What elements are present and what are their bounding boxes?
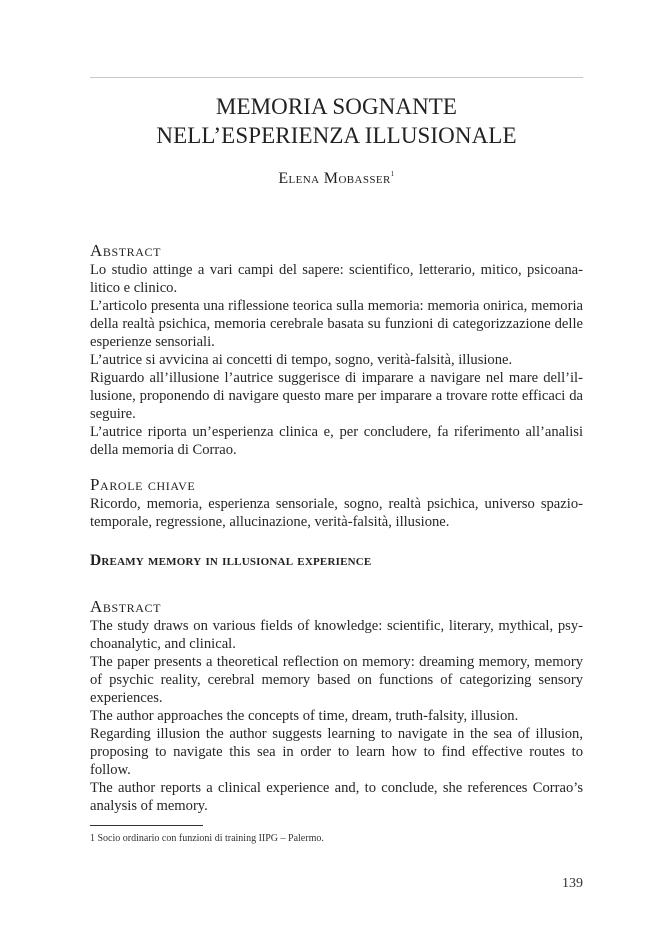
keywords-heading: Parole chiave <box>90 475 196 494</box>
abstract-en-section <box>90 597 583 815</box>
abstract-en-body <box>90 617 583 815</box>
english-title-section <box>90 551 583 571</box>
abstract-en-paragraph: The author reports a clinical experience and, to conclude, she references Corrao’s analysis of memory. <box>90 780 583 814</box>
abstract-it-paragraph: Riguardo all’illusione l’autrice suggerisce di imparare a navigare nel mare dell’illusione, proponendo di navigare questo mare per imparare a trovare rotte efficaci da seguire. <box>90 370 583 422</box>
abstract-it-paragraph: L’articolo presenta una riflessione teorica sulla memoria: memoria onirica, memoria della realtà psichica, memoria cerebrale basata su funzioni di categorizzazione delle esperienze sensoriali. <box>90 298 583 350</box>
abstract-it-body <box>90 261 583 459</box>
abstract-it-section <box>90 241 583 459</box>
abstract-it-paragraph: L’autrice si avvicina ai concetti di tempo, sogno, verità-falsità, illusione. <box>90 352 513 368</box>
footnote: 1 Socio ordinario con funzioni di training IIPG – Palermo. <box>90 833 324 844</box>
title-line-1: MEMORIA SOGNANTE <box>215 94 458 119</box>
abstract-en-paragraph: The paper presents a theoretical reflection on memory: dreaming memory, memory of psychic reality, cerebral memory based on functions of categorizing sensory experiences. <box>90 654 583 706</box>
abstract-en-paragraph: Regarding illusion the author suggests learning to navigate in the sea of illusion, proposing to navigate this sea in order to learn how to find effective routes to follow. <box>90 726 583 778</box>
abstract-en-paragraph: The study draws on various fields of knowledge: scientific, literary, mythical, psychoanalytic, and clinical. <box>90 618 583 652</box>
abstract-it-paragraph: Lo studio attinge a vari campi del sapere: scientifico, letterario, mitico, psicoanalitico e clinico. <box>90 262 583 296</box>
author-footnote-mark: 1 <box>390 170 395 178</box>
title-line-2: NELL’ESPERIENZA ILLUSIONALE <box>156 123 517 148</box>
page-number: 139 <box>562 876 583 891</box>
header-rule <box>90 77 583 78</box>
footnote-rule <box>90 825 203 826</box>
article-title <box>90 92 583 150</box>
author-line <box>90 170 583 188</box>
abstract-it-heading: Abstract <box>90 241 162 260</box>
abstract-en-paragraph: The author approaches the concepts of time, dream, truth-falsity, illusion. <box>90 708 519 724</box>
keywords-section <box>90 475 583 531</box>
abstract-en-heading: Abstract <box>90 597 162 616</box>
keywords-text: Ricordo, memoria, esperienza sensoriale, sogno, realtà psichica, universo spaziotemporale, regressione, allucinazione, verità-falsità, illusione. <box>90 496 583 530</box>
abstract-it-paragraph: L’autrice riporta un’esperienza clinica e, per concludere, fa riferimento all’analisi della memoria di Corrao. <box>90 424 583 458</box>
author-name: Elena Mobasser <box>278 170 391 187</box>
english-title: Dreamy memory in illusional experience <box>90 552 372 569</box>
